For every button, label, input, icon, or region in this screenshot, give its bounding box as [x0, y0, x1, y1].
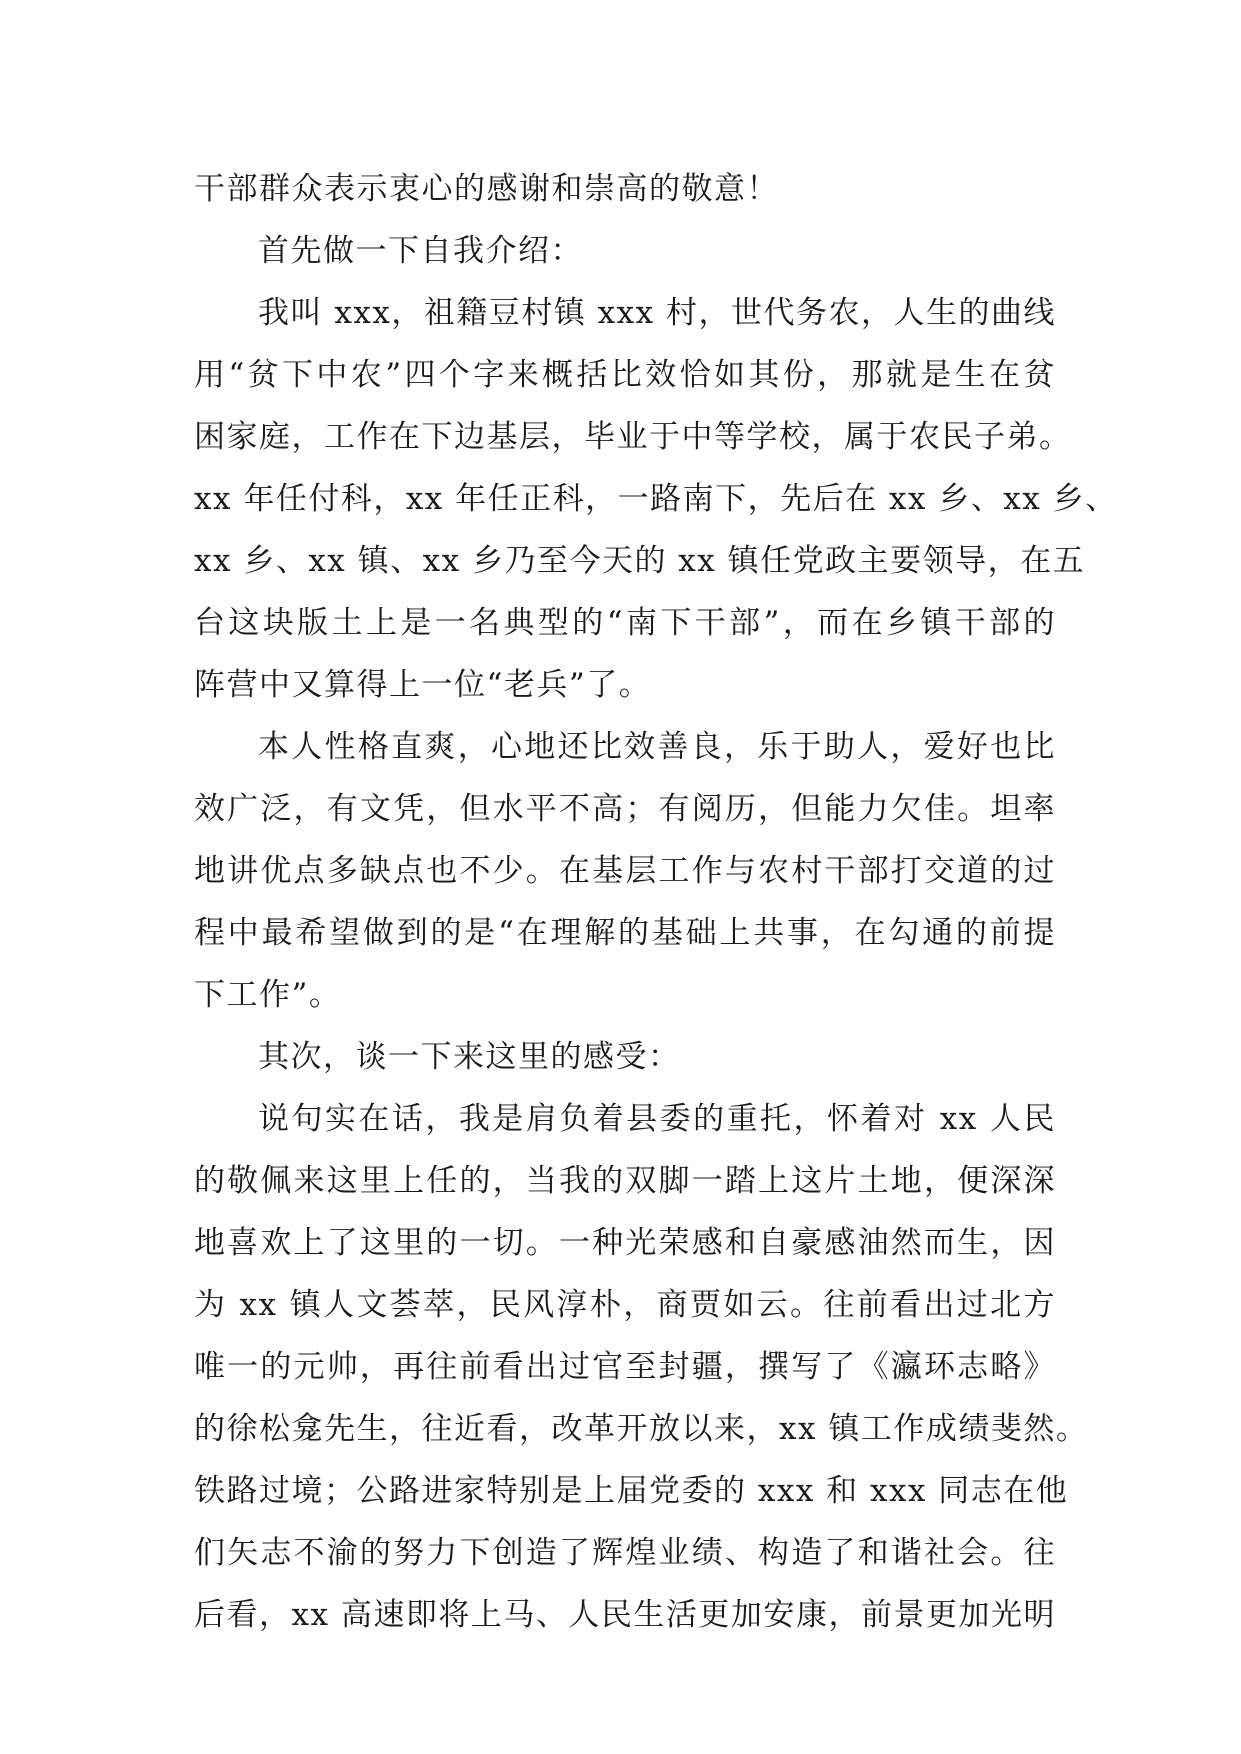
text-line: 我叫 xxx，祖籍豆村镇 xxx 村，世代务农，人生的曲线	[258, 295, 1056, 331]
text-line: 后看，xx 高速即将上马、人民生活更加安康，前景更加光明	[194, 1597, 1056, 1633]
text-line: 铁路过境；公路进家特别是上届党委的 xxx 和 xxx 同志在他	[194, 1473, 1069, 1509]
text-line: 困家庭，工作在下边基层，毕业于中等学校，属于农民子弟。	[194, 419, 1072, 455]
text-line: 们矢志不渝的努力下创造了辉煌业绩、构造了和谐社会。往	[194, 1535, 1056, 1571]
text-line: 地讲优点多缺点也不少。在基层工作与农村干部打交道的过	[194, 853, 1056, 889]
text-line: 程中最希望做到的是“在理解的基础上共事，在勾通的前提	[194, 915, 1056, 951]
text-line: 其次，谈一下来这里的感受：	[258, 1039, 681, 1075]
text-line: 效广泛，有文凭，但水平不高；有阅历，但能力欠佳。坦率	[194, 791, 1056, 827]
text-line: 说句实在话，我是肩负着县委的重托，怀着对 xx 人民	[258, 1101, 1056, 1137]
text-line: 地喜欢上了这里的一切。一种光荣感和自豪感油然而生，因	[194, 1225, 1056, 1261]
text-line: 阵营中又算得上一位“老兵”了。	[194, 667, 652, 703]
text-line: 首先做一下自我介绍：	[258, 233, 583, 269]
text-line: 为 xx 镇人文荟萃，民风淳朴，商贾如云。往前看出过北方	[194, 1287, 1056, 1323]
text-line: 的敬佩来这里上任的，当我的双脚一踏上这片土地，便深深	[194, 1163, 1056, 1199]
text-line: 台这块版土上是一名典型的“南下干部”，而在乡镇干部的	[194, 605, 1056, 641]
body-text	[194, 158, 1118, 1646]
text-line: 用“贫下中农”四个字来概括比效恰如其份，那就是生在贫	[194, 357, 1056, 393]
text-line: xx 乡、xx 镇、xx 乡乃至今天的 xx 镇任党政主要领导，在五	[194, 543, 1086, 579]
text-line: 的徐松龛先生，往近看，改革开放以来，xx 镇工作成绩斐然。	[194, 1411, 1089, 1447]
text-line: xx 年任付科，xx 年任正科，一路南下，先后在 xx 乡、xx 乡、	[194, 481, 1118, 517]
text-line: 唯一的元帅，再往前看出过官至封疆，撰写了《瀛环志略》	[194, 1349, 1056, 1385]
text-line: 下工作”。	[194, 977, 342, 1013]
text-line: 干部群众表示衷心的感谢和崇高的敬意！	[194, 171, 779, 207]
text-line: 本人性格直爽，心地还比效善良，乐于助人，爱好也比	[258, 729, 1056, 765]
